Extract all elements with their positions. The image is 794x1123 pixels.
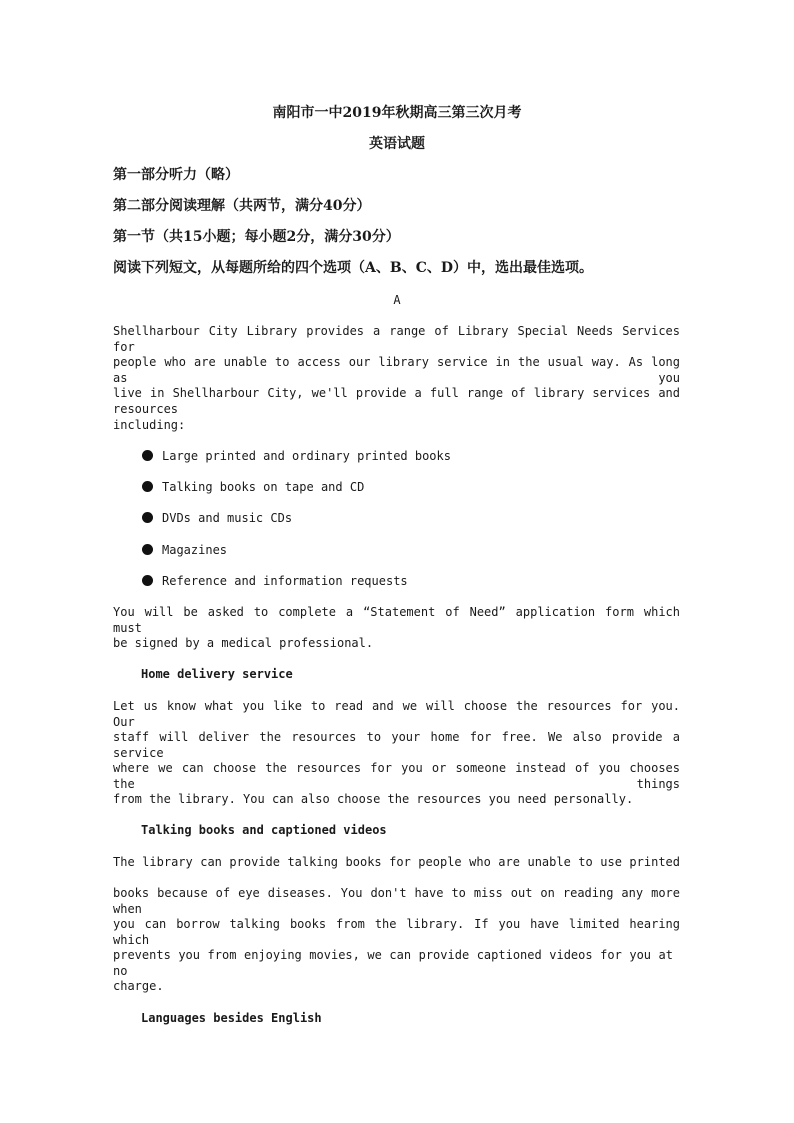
list-item: Talking books on tape and CD xyxy=(162,480,365,494)
page-subtitle: 英语试题 xyxy=(369,136,425,152)
bullet-icon xyxy=(142,544,153,555)
bullet-icon xyxy=(142,450,153,461)
paragraph-line: You will be asked to complete a “Statement of Need” application form which must xyxy=(113,605,680,635)
page-title: 南阳市一中2019年秋期高三第三次月考 xyxy=(272,105,522,121)
list-item: Magazines xyxy=(162,543,228,557)
paragraph-line: where we can choose the resources for you or someone instead of you chooses the things xyxy=(113,761,680,791)
list-item: Reference and information requests xyxy=(162,574,408,588)
paragraph-line: books because of eye diseases. You don't have to miss out on reading any more when xyxy=(113,886,680,916)
section1-heading: 第一节（共15小题；每小题2分，满分30分） xyxy=(113,229,400,245)
bullet-icon xyxy=(142,481,153,492)
list-item: DVDs and music CDs xyxy=(162,511,293,525)
paragraph-line: be signed by a medical professional. xyxy=(113,636,374,650)
part1-heading: 第一部分听力（略） xyxy=(113,167,239,183)
paragraph-line: charge. xyxy=(113,979,164,993)
section-heading: Talking books and captioned videos xyxy=(141,823,387,837)
paragraph-line: prevents you from enjoying movies, we can provide captioned videos for you at no xyxy=(113,948,673,978)
passage-label: A xyxy=(393,293,401,307)
bullet-icon xyxy=(142,575,153,586)
part2-heading: 第二部分阅读理解（共两节，满分40分） xyxy=(113,198,371,214)
paragraph-line: live in Shellharbour City, we'll provide a full range of library services and resources xyxy=(113,386,680,416)
section-heading: Languages besides English xyxy=(141,1011,322,1025)
paragraph-line: you can borrow talking books from the library. If you have limited hearing which xyxy=(113,917,680,947)
paragraph-line: The library can provide talking books for people who are unable to use printed xyxy=(113,855,680,869)
paragraph-line: including: xyxy=(113,418,186,432)
paragraph-line: from the library. You can also choose the resources you need personally. xyxy=(113,792,634,806)
section-heading: Home delivery service xyxy=(141,667,293,681)
paragraph-line: staff will deliver the resources to your home for free. We also provide a service xyxy=(113,730,680,760)
paragraph-line: Shellharbour City Library provides a range of Library Special Needs Services for xyxy=(113,324,680,354)
list-item: Large printed and ordinary printed books xyxy=(162,449,451,463)
paragraph-line: people who are unable to access our library service in the usual way. As long as you xyxy=(113,355,680,385)
paragraph-line: Let us know what you like to read and we will choose the resources for you. Our xyxy=(113,699,680,729)
instruction-text: 阅读下列短文，从每题所给的四个选项（A、B、C、D）中，选出最佳选项。 xyxy=(113,260,593,276)
bullet-icon xyxy=(142,512,153,523)
